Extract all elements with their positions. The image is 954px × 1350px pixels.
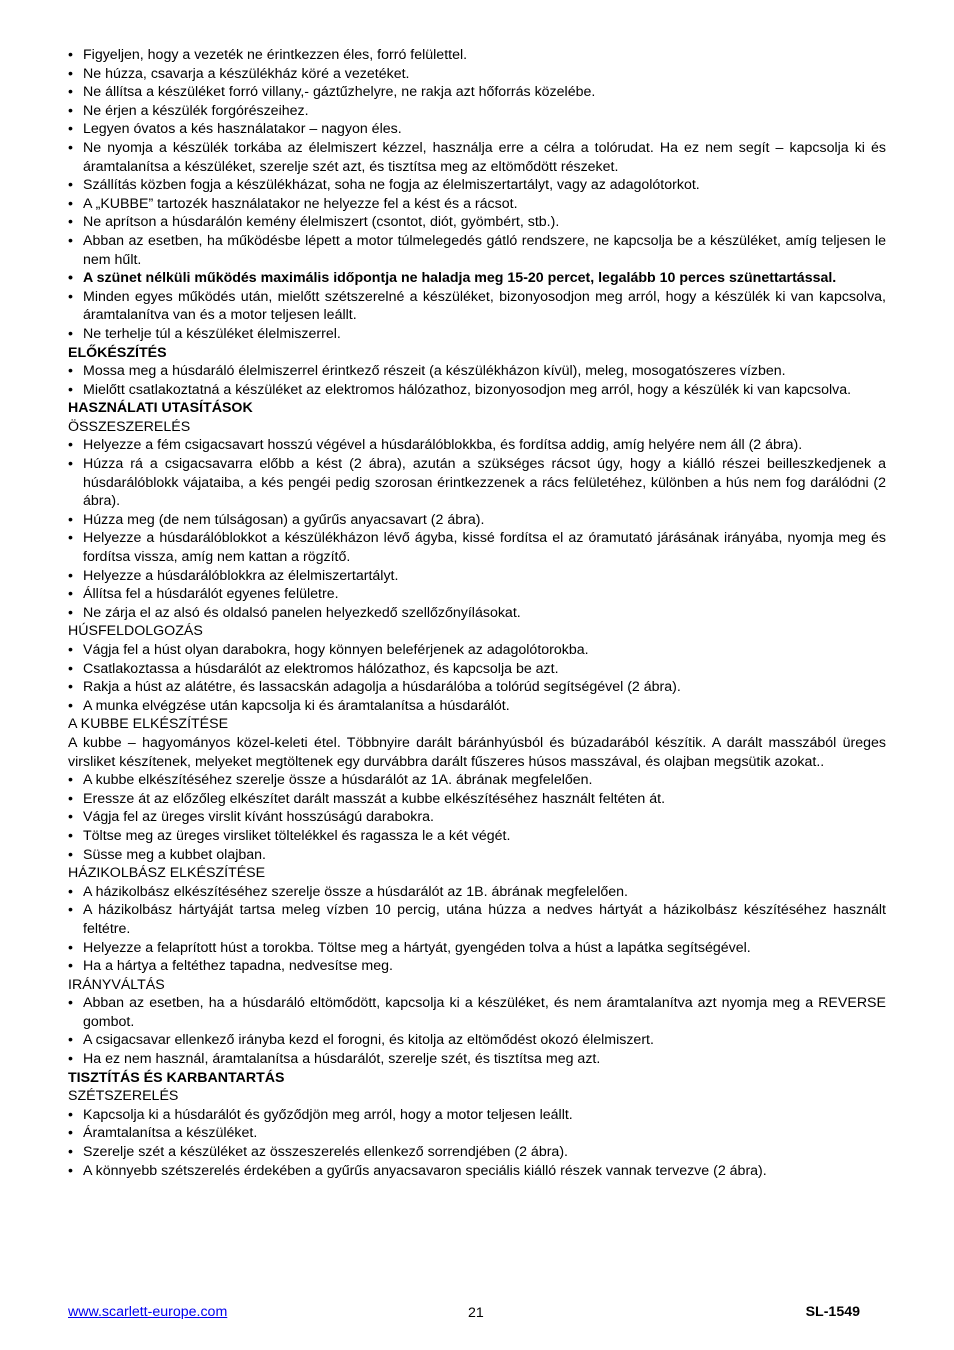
list-item: • Vágja fel a húst olyan darabokra, hogy könnyen beleférjenek az adagolótorokba. [68,641,886,660]
list-item: • Helyezze a húsdarálóblokkra az élelmiszertartályt. [68,567,886,586]
list-item: • Kapcsolja ki a húsdarálót és győződjön meg arról, hogy a motor teljesen leállt. [68,1106,886,1125]
subsection-heading: A KUBBE ELKÉSZÍTÉSE [68,716,229,733]
list-item: • Mielőtt csatlakoztatná a készüléket az elektromos hálózathoz, bizonyosodjon meg arról, hogy a készülék ki van kapcsolva. [68,381,886,400]
list-item: • Töltse meg az üreges virsliket töltelékkel és ragassza le a két végét. [68,827,886,846]
list-item: • Ha ez nem használ, áramtalanítsa a húsdarálót, szerelje szét, és tisztítsa meg azt. [68,1050,886,1069]
list-item: • Eressze át az előzőleg elkészítet darált masszát a kubbe elkészítéséhez használt feltéten át. [68,790,886,809]
list-item: • A házikolbász elkészítéséhez szerelje össze a húsdarálót az 1B. ábrának megfelelően. [68,883,886,902]
list-item: • Vágja fel az üreges virslit kívánt hosszúságú darabokra. [68,808,886,827]
list-item: • Rakja a húst az alátétre, és lassacskán adagolja a húsdarálóba a tolórúd segítségével (2 ábra). [68,678,886,697]
section-heading: ELŐKÉSZÍTÉS [68,344,167,361]
list-item: • Minden egyes működés után, mielőtt szétszerelné a készüléket, bizonyosodjon meg arról, hogy a készülék ki van kapcsolva, áramtalanítva van és a motor teljesen leállt. [68,288,886,325]
list-item: • Helyezze a húsdarálóblokkot a készülékházon lévő ágyba, kissé fordítsa el az óramutató járásának irányába, nyomja meg és fordítsa vissza, amíg nem kattan a rögzítő. [68,529,886,566]
list-item: • A szünet nélküli működés maximális időpontja ne haladja meg 15-20 percet, legalább 10 perces szünettartással. [68,269,886,288]
page-footer [68,1303,860,1323]
list-item: • Mossa meg a húsdaráló élelmiszerrel érintkező részeit (a készülékházon kívül), meleg, mosogatószeres vízben. [68,362,886,381]
list-item: • Ne állítsa a készüléket forró villany,- gáztűzhelyre, ne rakja azt hőforrás közelébe. [68,83,886,102]
subsection-heading: SZÉTSZERELÉS [68,1088,179,1105]
list-item: • Szerelje szét a készüléket az összeszerelés ellenkező sorrendjében (2 ábra). [68,1143,886,1162]
list-item: • Húzza meg (de nem túlságosan) a gyűrűs anyacsavart (2 ábra). [68,511,886,530]
list-item: • Ne érjen a készülék forgórészeihez. [68,102,886,121]
document-body [68,46,886,1180]
website-link[interactable]: www.scarlett-europe.com [68,1304,228,1320]
section-heading: TISZTÍTÁS ÉS KARBANTARTÁS [68,1069,285,1086]
list-item: • Abban az esetben, ha a húsdaráló eltömődött, kapcsolja ki a készüléket, és nem áramtalanítva azt nyomja meg a REVERSE gombot. [68,994,886,1031]
page-number: 21 [468,1305,484,1321]
list-item: • Ne nyomja a készülék torkába az élelmiszert kézzel, használja erre a célra a tolórudat. Ha ez nem segít – kapcsolja ki és áramtalanítsa a készüléket, szerelje szét azt, és tisztítsa meg az eltömődött részeket. [68,139,886,176]
list-item: • Állítsa fel a húsdarálót egyenes felületre. [68,585,886,604]
model-number: SL-1549 [805,1304,860,1320]
list-item: • Figyeljen, hogy a vezeték ne érintkezzen éles, forró felülettel. [68,46,886,65]
list-item: • A kubbe elkészítéséhez szerelje össze a húsdarálót az 1A. ábrának megfelelően. [68,771,886,790]
list-item: • Csatlakoztassa a húsdarálót az elektromos hálózathoz, és kapcsolja be azt. [68,660,886,679]
list-item: • Helyezze a fém csigacsavart hosszú végével a húsdarálóblokkba, és fordítsa addig, amíg helyére nem áll (2 ábra). [68,436,886,455]
subsection-heading: ÖSSZESZERELÉS [68,418,191,435]
list-item: • A csigacsavar ellenkező irányba kezd el forogni, és kitolja az eltömődést okozó élelmiszert. [68,1031,886,1050]
list-item: • A könnyebb szétszerelés érdekében a gyűrűs anyacsavaron speciális kiálló részek vannak tervezve (2 ábra). [68,1162,886,1181]
subsection-heading: HÁZIKOLBÁSZ ELKÉSZÍTÉSE [68,865,266,882]
list-item: • Ne terhelje túl a készüléket élelmiszerrel. [68,325,886,344]
list-item: • Ne zárja el az alsó és oldalsó panelen helyezkedő szellőzőnyílásokat. [68,604,886,623]
paragraph: A kubbe – hagyományos közel-keleti étel. Többnyire darált báránhyúsból és búzadarából készítik. A darált masszából üreges virsliket készítenek, melyeket megtöltenek egy durvábbra darált fűszeres húsos masszával, és olajban megsütik azokat.. [68,734,886,770]
list-item: • A munka elvégzése után kapcsolja ki és áramtalanítsa a húsdarálót. [68,697,886,716]
subsection-heading: IRÁNYVÁLTÁS [68,976,165,993]
list-item: • A házikolbász hártyáját tartsa meleg vízben 10 percig, utána húzza a nedves hártyát a házikolbász készítéséhez használt feltétre. [68,901,886,938]
list-item: • Süsse meg a kubbet olajban. [68,846,886,865]
subsection-heading: HÚSFELDOLGOZÁS [68,623,203,640]
list-item: • Abban az esetben, ha működésbe lépett a motor túlmelegedés gátló rendszere, ne kapcsolja be a készüléket, amíg teljesen le nem hűlt. [68,232,886,269]
list-item: • A „KUBBE” tartozék használatakor ne helyezze fel a kést és a rácsot. [68,195,886,214]
list-item: • Ne aprítson a húsdarálón kemény élelmiszert (csontot, diót, gyömbért, stb.). [68,213,886,232]
section-heading: HASZNÁLATI UTASÍTÁSOK [68,400,253,417]
list-item: • Szállítás közben fogja a készülékházat, soha ne fogja az élelmiszertartályt, vagy az adagolótorkot. [68,176,886,195]
list-item: • Áramtalanítsa a készüléket. [68,1124,886,1143]
list-item: • Húzza rá a csigacsavarra előbb a kést (2 ábra), azután a szükséges rácsot úgy, hogy a kiálló részei beilleszkedjenek a húsdarálóblokk vájataiba, a kés pengéi pedig szorosan érintkezzenek a rács felületéhez, különben a hús nem fog darálódni (2 ábra). [68,455,886,511]
list-item: • Ha a hártya a feltéthez tapadna, nedvesítse meg. [68,957,886,976]
list-item: • Helyezze a felaprított húst a torokba. Töltse meg a hártyát, gyengéden tolva a húst a lapátka segítségével. [68,939,886,958]
list-item: • Legyen óvatos a kés használatakor – nagyon éles. [68,120,886,139]
list-item: • Ne húzza, csavarja a készülékház köré a vezetéket. [68,65,886,84]
